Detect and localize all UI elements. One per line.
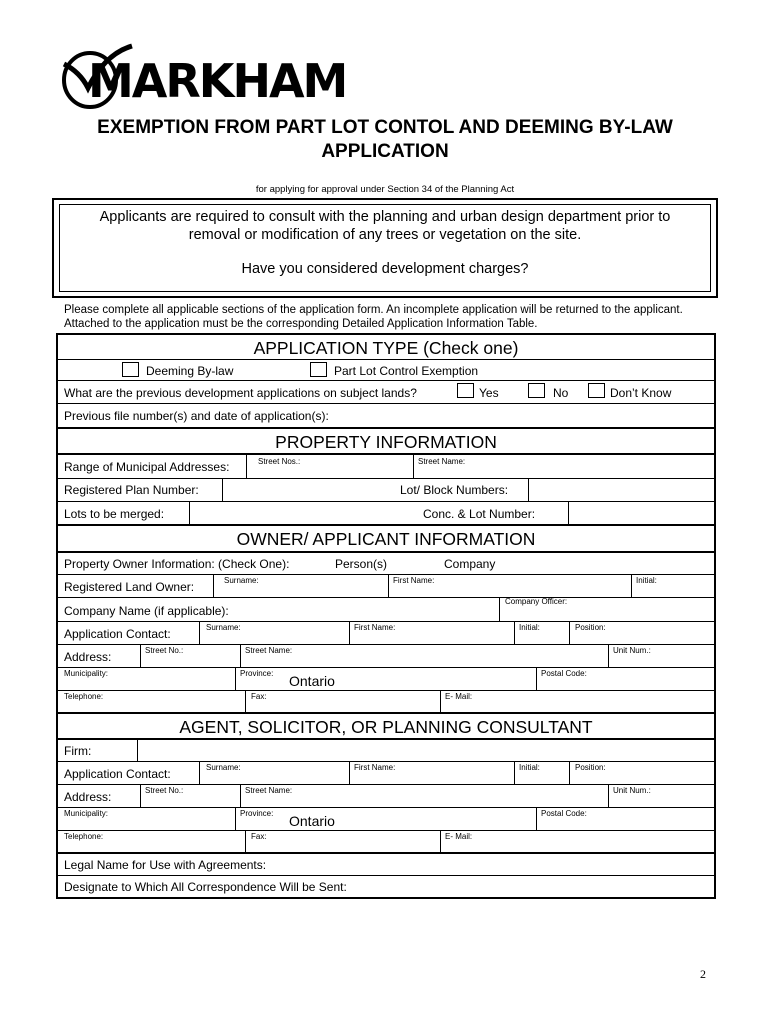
conc-lot-label: Conc. & Lot Number: [423, 507, 536, 521]
application-form [56, 333, 716, 899]
owner-fax-label: Fax: [251, 692, 267, 701]
owner-postal-code-label: Postal Code: [541, 669, 587, 678]
owner-street-no-label: Street No.: [145, 646, 184, 655]
agent-telephone-label: Telephone: [64, 832, 104, 841]
owner-unit-num-label: Unit Num.: [613, 646, 651, 655]
owner-contact-first-name-label: First Name: [354, 623, 396, 632]
owner-persons-label[interactable]: Person(s) [335, 557, 388, 571]
owner-street-name-label: Street Name: [245, 646, 293, 655]
street-nos-label: Street Nos.: [258, 457, 301, 466]
registered-owner-label: Registered Land Owner: [64, 580, 195, 594]
agent-firm-label: Firm: [64, 744, 92, 758]
agent-header: AGENT, SOLICITOR, OR PLANNING CONSULTANT [179, 717, 593, 737]
lot-block-label: Lot/ Block Numbers: [400, 483, 509, 497]
agent-initial-label: Initial: [519, 763, 540, 772]
previous-dont-know-checkbox[interactable] [588, 383, 605, 398]
lots-merged-label: Lots to be merged: [64, 507, 165, 521]
owner-company-label[interactable]: Company [444, 557, 496, 571]
owner-municipality-label: Municipality: [64, 669, 109, 678]
owner-contact-initial-label: Initial: [519, 623, 540, 632]
legal-name-label: Legal Name for Use with Agreements: [64, 858, 267, 872]
agent-street-no-label: Street No.: [145, 786, 184, 795]
form-title: EXEMPTION FROM PART LOT CONTOL AND DEEMING BY-LAW APPLICATION [97, 117, 673, 162]
notice-line-2: removal or modification of any trees or vegetation on the site. [188, 227, 582, 243]
notice-line-1: Applicants are required to consult with the planning and urban design department prior to [99, 209, 671, 225]
owner-surname-label: Surname: [224, 576, 259, 585]
owner-contact-surname-label: Surname: [206, 623, 241, 632]
company-officer-label: Company Officer: [505, 597, 568, 606]
agent-surname-label: Surname: [206, 763, 241, 772]
owner-email-label: E- Mail: [445, 692, 473, 701]
previous-applications-question: What are the previous development applications on subject lands? [64, 386, 417, 400]
page-number: 2 [700, 967, 706, 981]
company-name-label: Company Name (if applicable): [64, 604, 229, 618]
agent-unit-num-label: Unit Num.: [613, 786, 651, 795]
previous-dont-know-label: Don’t Know [610, 386, 672, 400]
previous-yes-label: Yes [479, 386, 499, 400]
previous-no-checkbox[interactable] [528, 383, 545, 398]
property-owner-info-label: Property Owner Information: (Check One): [64, 557, 290, 571]
agent-postal-code-label: Postal Code: [541, 809, 587, 818]
previous-no-label: No [553, 386, 569, 400]
owner-contact-label: Application Contact: [64, 627, 171, 641]
owner-province-value: Ontario [289, 673, 335, 689]
previous-file-label: Previous file number(s) and date of application(s): [64, 409, 329, 423]
street-name-label: Street Name: [418, 457, 466, 466]
registered-plan-label: Registered Plan Number: [64, 483, 199, 497]
application-type-header: APPLICATION TYPE (Check one) [253, 338, 519, 358]
notice-box [52, 198, 718, 298]
designate-label: Designate to Which All Correspondence Will be Sent: [64, 880, 347, 894]
agent-fax-label: Fax: [251, 832, 267, 841]
agent-position-label: Position: [575, 763, 606, 772]
form-subtitle: for applying for approval under Section 34 of the Planning Act [255, 184, 515, 195]
agent-address-label: Address: [64, 790, 112, 804]
owner-telephone-label: Telephone: [64, 692, 104, 701]
agent-email-label: E- Mail: [445, 832, 473, 841]
agent-province-value: Ontario [289, 813, 335, 829]
notice-line-3: Have you considered development charges? [241, 261, 529, 277]
part-lot-control-label: Part Lot Control Exemption [334, 364, 479, 378]
part-lot-control-checkbox[interactable] [310, 362, 327, 377]
instructions-text: Please complete all applicable sections of the application form. An incomplete application will be returned to the applicant. Attached to the application must be the corresponding Detailed Application Information Table. [64, 304, 683, 330]
range-addresses-label: Range of Municipal Addresses: [64, 460, 230, 474]
agent-contact-label: Application Contact: [64, 767, 171, 781]
agent-first-name-label: First Name: [354, 763, 396, 772]
owner-info-header: OWNER/ APPLICANT INFORMATION [236, 529, 536, 549]
owner-initial-label: Initial: [636, 576, 657, 585]
owner-first-name-label: First Name: [393, 576, 435, 585]
logo-wordmark: MARKHAM [88, 54, 347, 108]
owner-contact-position-label: Position: [575, 623, 606, 632]
deeming-bylaw-checkbox[interactable] [122, 362, 139, 377]
owner-address-label: Address: [64, 650, 112, 664]
deeming-bylaw-label: Deeming By-law [146, 364, 234, 378]
owner-province-label: Province: [240, 669, 274, 678]
agent-municipality-label: Municipality: [64, 809, 109, 818]
property-info-header: PROPERTY INFORMATION [275, 432, 497, 452]
previous-yes-checkbox[interactable] [457, 383, 474, 398]
agent-province-label: Province: [240, 809, 274, 818]
agent-street-name-label: Street Name: [245, 786, 293, 795]
